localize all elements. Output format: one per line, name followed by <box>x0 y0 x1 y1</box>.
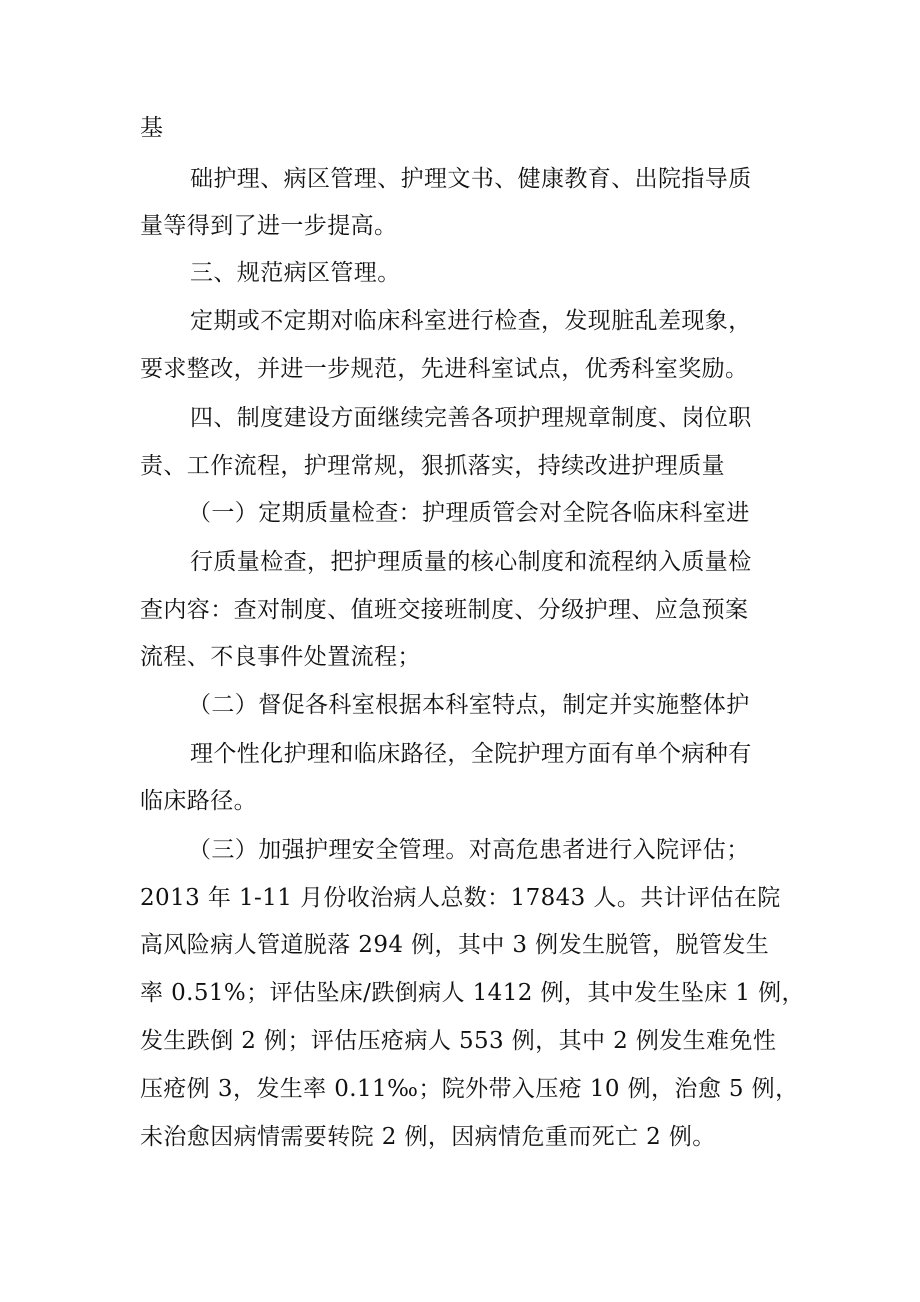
text-line-1: 基 <box>140 115 164 141</box>
subsection-1: （一）定期质量检查：护理质管会对全院各临床科室进 <box>188 500 750 526</box>
text-line-17: 2013 年 1-11 月份收治病人总数：17843 人。共计评估在院 <box>140 885 781 911</box>
text-line-18: 高风险病人管道脱落 294 例，其中 3 例发生脱管，脱管发生 <box>140 932 770 958</box>
text-line-14: 理个性化护理和临床路径，全院护理方面有单个病种有 <box>190 741 752 767</box>
text-line-11: 查内容：查对制度、值班交接班制度、分级护理、应急预案 <box>140 597 749 623</box>
text-line-3: 量等得到了进一步提高。 <box>140 213 398 239</box>
text-line-5: 定期或不定期对临床科室进行检查，发现脏乱差现象， <box>190 308 752 334</box>
section-heading-3: 三、规范病区管理。 <box>190 260 401 286</box>
text-line-20: 发生跌倒 2 例；评估压疮病人 553 例，其中 2 例发生难免性 <box>140 1028 777 1054</box>
subsection-3: （三）加强护理安全管理。对高危患者进行入院评估； <box>188 837 750 863</box>
text-line-12: 流程、不良事件处置流程； <box>140 644 421 670</box>
text-line-22: 未治愈因病情需要转院 2 例，因病情危重而死亡 2 例。 <box>140 1124 716 1150</box>
text-line-15: 临床路径。 <box>140 788 257 814</box>
text-line-8: 责、工作流程，护理常规，狠抓落实，持续改进护理质量 <box>140 453 725 479</box>
text-line-6: 要求整改，并进一步规范，先进科室试点，优秀科室奖励。 <box>140 356 749 382</box>
subsection-2: （二）督促各科室根据本科室特点，制定并实施整体护 <box>188 692 750 718</box>
text-line-2: 础护理、病区管理、护理文书、健康教育、出院指导质 <box>190 166 752 192</box>
text-line-10: 行质量检查，把护理质量的核心制度和流程纳入质量检 <box>190 549 752 575</box>
text-line-19: 率 0.51%；评估坠床/跌倒病人 1412 例，其中发生坠床 1 例， <box>140 980 805 1006</box>
section-heading-4: 四、制度建设方面继续完善各项护理规章制度、岗位职 <box>190 405 752 431</box>
text-line-21: 压疮例 3，发生率 0.11‰；院外带入压疮 10 例，治愈 5 例， <box>140 1076 799 1102</box>
